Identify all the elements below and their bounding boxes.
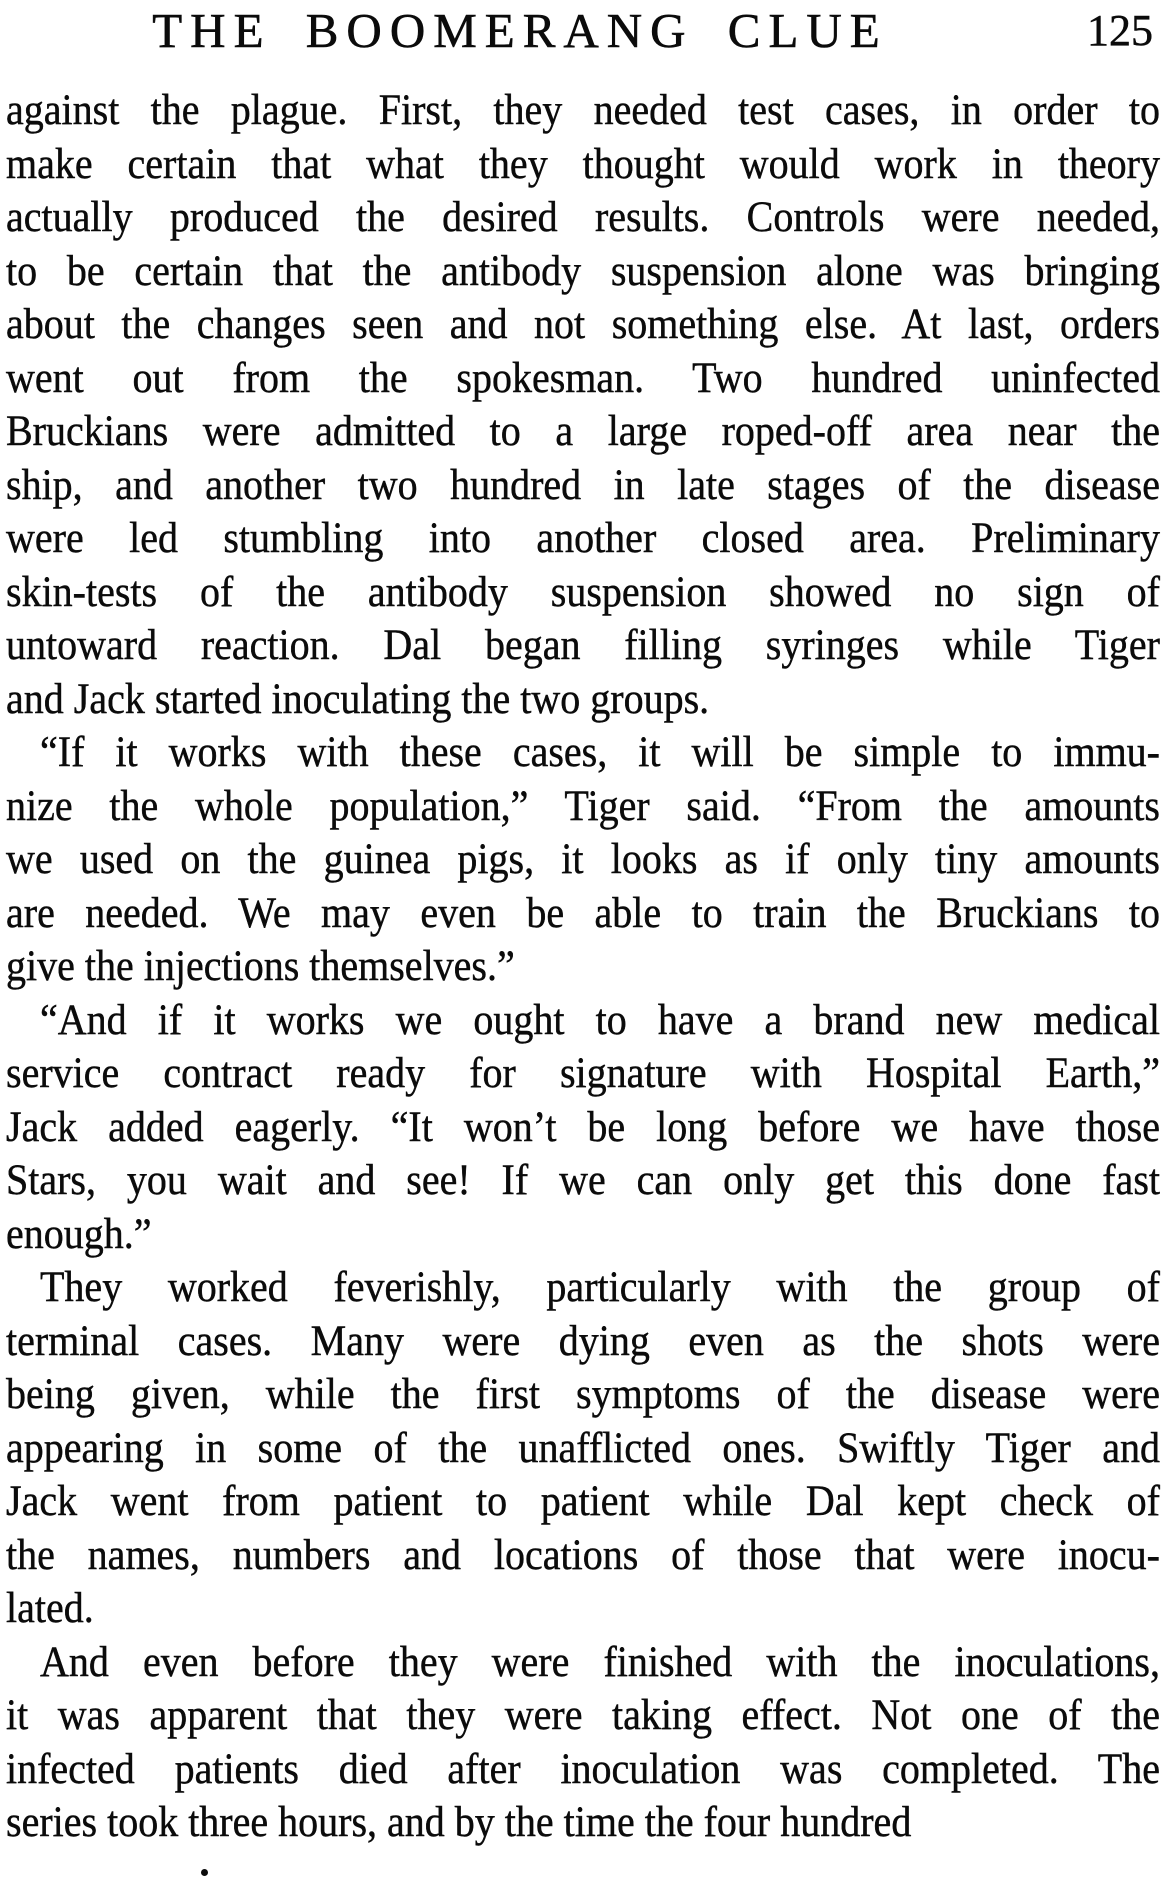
text-line: we used on the guinea pigs, it looks as if only tiny amounts: [6, 834, 1160, 883]
paragraph: [6, 1635, 1160, 1849]
text-line: skin-tests of the antibody suspension showed no sign of: [6, 566, 1160, 616]
paragraph: [6, 725, 1160, 993]
text-line: ship, and another two hundred in late stages of the disease: [6, 459, 1160, 509]
text-line: Jack went from patient to patient while Dal kept check of: [6, 1476, 1160, 1525]
text-line: about the changes seen and not something else. At last, orders: [6, 299, 1160, 348]
text-line: infected patients died after inoculation was completed. The: [6, 1743, 1160, 1793]
text-line: Stars, you wait and see! If we can only get this done fast: [6, 1155, 1160, 1204]
text-line: “And if it works we ought to have a brand new medical: [40, 994, 1160, 1044]
text-line: make certain that what they thought would work in theory: [6, 138, 1160, 188]
page-body: [6, 83, 1160, 1849]
text-line: And even before they were finished with the inoculations,: [40, 1636, 1160, 1686]
text-line: the names, numbers and locations of those that were inocu-: [6, 1529, 1160, 1579]
paragraph: [6, 1260, 1160, 1635]
text-line: Bruckians were admitted to a large roped-off area near the: [6, 406, 1160, 455]
text-line: were led stumbling into another closed area. Preliminary: [6, 513, 1160, 562]
text-line: series took three hours, and by the time the four hundred: [6, 1797, 912, 1846]
text-line: They worked feverishly, particularly with the group of: [40, 1262, 1160, 1311]
text-line: being given, while the first symptoms of the disease were: [6, 1369, 1160, 1418]
text-line: terminal cases. Many were dying even as the shots were: [6, 1315, 1160, 1365]
text-line: are needed. We may even be able to train the Bruckians to: [6, 887, 1160, 937]
scan-artifact-dot: [201, 1869, 208, 1876]
text-line: actually produced the desired results. Controls were needed,: [6, 192, 1160, 241]
text-line: Jack added eagerly. “It won’t be long before we have those: [6, 1101, 1160, 1151]
text-line: untoward reaction. Dal began filling syringes while Tiger: [6, 620, 1160, 669]
paragraph: [6, 83, 1160, 725]
text-line: it was apparent that they were taking effect. Not one of the: [6, 1690, 1160, 1739]
text-line: service contract ready for signature with Hospital Earth,”: [6, 1048, 1160, 1097]
text-line: nize the whole population,” Tiger said. “From the amounts: [6, 780, 1160, 830]
text-line: lated.: [6, 1583, 94, 1632]
page-header: [0, 0, 1168, 64]
page-number: 125: [1087, 6, 1153, 55]
text-line: against the plague. First, they needed test cases, in order to: [6, 85, 1160, 134]
text-line: give the injections themselves.”: [6, 941, 515, 990]
paragraph: [6, 993, 1160, 1261]
running-title: THE BOOMERANG CLUE: [152, 3, 888, 58]
text-line: and Jack started inoculating the two groups.: [6, 673, 710, 723]
text-line: appearing in some of the unafflicted ones. Swiftly Tiger and: [6, 1422, 1160, 1472]
text-line: “If it works with these cases, it will be simple to immu-: [40, 727, 1160, 776]
text-line: went out from the spokesman. Two hundred uninfected: [6, 352, 1160, 402]
text-line: to be certain that the antibody suspension alone was bringing: [6, 245, 1160, 295]
text-line: enough.”: [6, 1208, 152, 1258]
